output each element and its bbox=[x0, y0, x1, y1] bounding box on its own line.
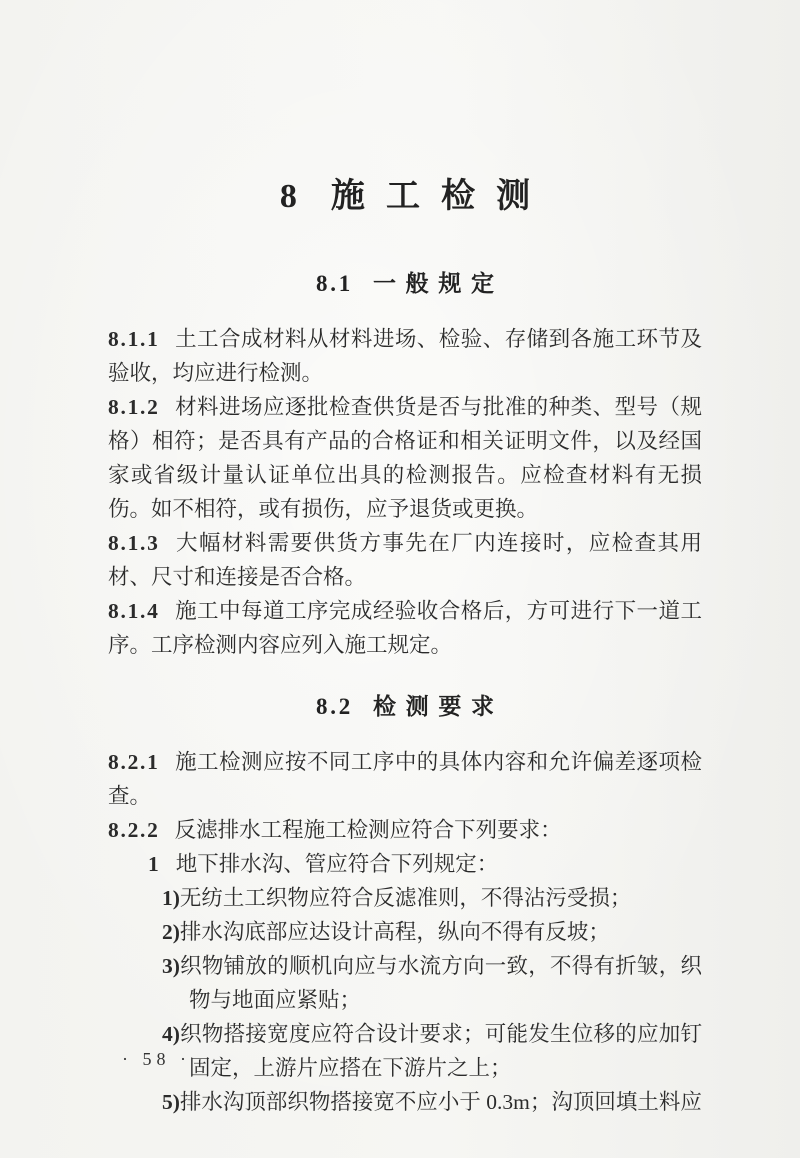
clause-text: 施工中每道工序完成经验收合格后，方可进行下一道工序。工序检测内容应列入施工规定。 bbox=[108, 599, 702, 657]
clause-8-2-1 bbox=[108, 745, 702, 813]
section-heading-8-2 bbox=[108, 688, 702, 721]
sub-item-4 bbox=[108, 1017, 702, 1085]
chapter-name: 施工检测 bbox=[330, 178, 552, 215]
clause-number: 8.1.2 bbox=[108, 395, 160, 419]
clause-number: 8.1.3 bbox=[108, 531, 160, 555]
list-item-number: 1 bbox=[148, 852, 159, 876]
sub-item-text: 织物铺放的顺机向应与水流方向一致，不得有折皱，织物与地面应紧贴； bbox=[179, 954, 702, 1012]
sub-item-number: 1) bbox=[162, 886, 180, 910]
sub-item-3 bbox=[108, 949, 702, 1017]
sub-item-text: 无纺土工织物应符合反滤准则，不得沾污受损； bbox=[179, 886, 632, 910]
sub-item-1 bbox=[108, 881, 702, 915]
section-number: 8.2 bbox=[315, 694, 354, 719]
clause-number: 8.2.1 bbox=[108, 750, 160, 774]
sub-item-text: 排水沟顶部织物搭接宽不应小于 0.3m；沟顶回填土料应 bbox=[179, 1090, 702, 1114]
sub-item-text: 排水沟底部应达设计高程，纵向不得有反坡； bbox=[179, 920, 610, 944]
sub-item-2 bbox=[108, 915, 702, 949]
clause-text: 施工检测应按不同工序中的具体内容和允许偏差逐项检查。 bbox=[108, 750, 702, 808]
clause-text: 土工合成材料从材料进场、检验、存储到各施工环节及验收，均应进行检测。 bbox=[108, 327, 702, 385]
chapter-number: 8 bbox=[279, 178, 297, 215]
clause-number: 8.1.4 bbox=[108, 599, 160, 623]
page-content bbox=[108, 168, 702, 1119]
sub-item-text: 织物搭接宽度应符合设计要求；可能发生位移的应加钉固定，上游片应搭在下游片之上； bbox=[179, 1022, 702, 1080]
section-name: 检测要求 bbox=[373, 694, 504, 719]
sub-item-5 bbox=[108, 1085, 702, 1119]
clause-8-1-3 bbox=[108, 526, 702, 594]
clause-number: 8.2.2 bbox=[108, 818, 160, 842]
clause-number: 8.1.1 bbox=[108, 327, 160, 351]
clause-text: 反滤排水工程施工检测应符合下列要求： bbox=[174, 818, 562, 842]
clause-text: 材料进场应逐批检查供货是否与批准的种类、型号（规格）相符；是否具有产品的合格证和相关证明文件，以及经国家或省级计量认证单位出具的检测报告。应检查材料有无损伤。如不相符，或有损伤，应予退货或更换。 bbox=[108, 395, 702, 521]
sub-item-number: 4) bbox=[162, 1022, 180, 1046]
section-name: 一般规定 bbox=[373, 271, 504, 296]
clause-text: 大幅材料需要供货方事先在厂内连接时，应检查其用材、尺寸和连接是否合格。 bbox=[108, 531, 702, 589]
clause-8-2-2 bbox=[108, 813, 702, 847]
clause-8-1-2 bbox=[108, 390, 702, 526]
list-item-1 bbox=[108, 847, 702, 881]
sub-item-number: 3) bbox=[162, 954, 180, 978]
chapter-title bbox=[108, 168, 702, 217]
section-number: 8.1 bbox=[315, 271, 354, 296]
clause-8-1-4 bbox=[108, 594, 702, 662]
sub-item-number: 5) bbox=[162, 1090, 180, 1114]
sub-item-number: 2) bbox=[162, 920, 180, 944]
section-heading-8-1 bbox=[108, 265, 702, 298]
page-number: · 58 · bbox=[122, 1049, 191, 1069]
list-item-text: 地下排水沟、管应符合下列规定： bbox=[175, 852, 499, 876]
clause-8-1-1 bbox=[108, 322, 702, 390]
